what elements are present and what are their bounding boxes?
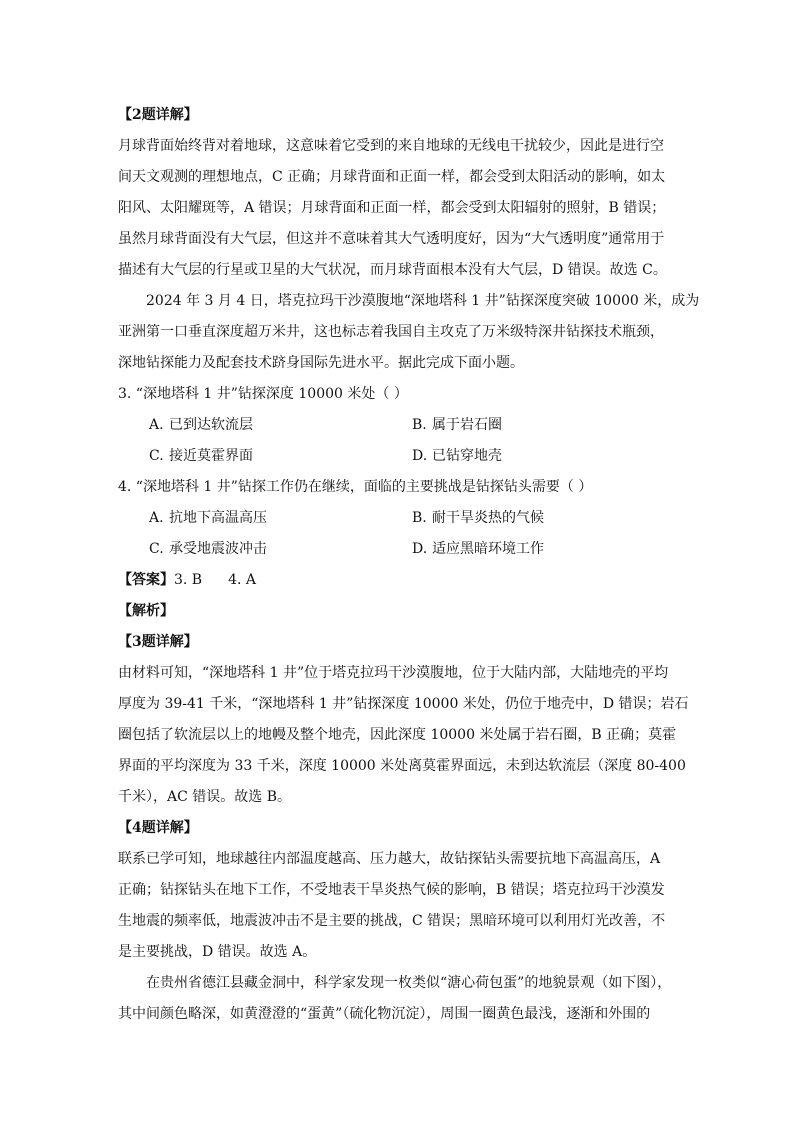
question-4-option-b: B. 耐干旱炎热的气候 bbox=[412, 510, 544, 526]
answer-label: 【答案】 bbox=[118, 572, 174, 588]
question-3-option-c: C. 接近莫霍界面 bbox=[149, 448, 253, 464]
q3-detail-line: 圈包括了软流层以上的地幔及整个地壳，因此深度 10000 米处属于岩石圈，B 正确；莫霍 bbox=[118, 727, 677, 743]
question-4-option-c: C. 承受地震波冲击 bbox=[149, 541, 267, 557]
material-paragraph-line: 亚洲第一口垂直深度超万米井，这也标志着我国自主攻克了万米级特深井钻探技术瓶颈， bbox=[118, 324, 664, 340]
answer-line bbox=[118, 565, 678, 596]
q2-detail-line: 阳风、太阳耀斑等，A 错误；月球背面和正面一样，都会受到太阳辐射的照射，B 错误； bbox=[118, 200, 666, 216]
q2-detail-line: 描述有大气层的行星或卫星的大气状况，而月球背面根本没有大气层，D 错误。故选 C。 bbox=[118, 262, 667, 278]
question-4-options-row-2 bbox=[118, 534, 678, 565]
next-material-line: 在贵州省德江县藏金洞中，科学家发现一枚类似“溏心荷包蛋”的地貌景观（如下图）， bbox=[146, 975, 672, 991]
analysis-label: 【解析】 bbox=[118, 603, 174, 619]
question-3-option-d: D. 已钻穿地壳 bbox=[412, 448, 502, 464]
next-material-line: 其中间颜色略深，如黄澄澄的“蛋黄”（硫化物沉淀），周围一圈黄色最浅，逐渐和外围的 bbox=[118, 1006, 651, 1022]
question-3-option-a: A. 已到达软流层 bbox=[149, 417, 253, 433]
q2-detail-line: 虽然月球背面没有大气层，但这并不意味着其大气透明度好，因为“大气透明度”通常用于 bbox=[118, 231, 665, 247]
q2-detail-heading: 【2题详解】 bbox=[118, 107, 198, 123]
q2-detail-line: 月球背面始终背对着地球，这意味着它受到的来自地球的无线电干扰较少，因此是进行空 bbox=[118, 138, 664, 154]
question-3-stem: 3. “深地塔科 1 井”钻探深度 10000 米处（ ） bbox=[118, 386, 408, 402]
material-paragraph-line: 深地钻探能力及配套技术跻身国际先进水平。据此完成下面小题。 bbox=[118, 355, 524, 371]
q3-detail-line: 厚度为 39-41 千米，“深地塔科 1 井”钻探深度 10000 米处，仍位于地壳中，D 错误；岩石 bbox=[118, 696, 689, 712]
q2-detail-line: 间天文观测的理想地点，C 正确；月球背面和正面一样，都会受到太阳活动的影响，如太 bbox=[118, 169, 666, 185]
question-4-option-d: D. 适应黑暗环境工作 bbox=[412, 541, 544, 557]
q4-detail-line: 正确；钻探钻头在地下工作，不受地表干旱炎热气候的影响，B 错误；塔克拉玛干沙漠发 bbox=[118, 882, 665, 898]
q4-detail-line: 生地震的频率低，地震波冲击不是主要的挑战，C 错误；黑暗环境可以利用灯光改善，不 bbox=[118, 913, 666, 929]
material-paragraph-line: 2024 年 3 月 4 日，塔克拉玛干沙漠腹地“深地塔科 1 井”钻探深度突破 10000 米，成为 bbox=[146, 293, 700, 309]
question-3-options-row-2 bbox=[118, 441, 678, 472]
question-4-stem: 4. “深地塔科 1 井”钻探工作仍在继续，面临的主要挑战是钻探钻头需要（ ） bbox=[118, 479, 593, 495]
answer-q3: 3. B bbox=[174, 572, 203, 588]
question-3-options-row-1 bbox=[118, 410, 678, 441]
answer-q4: 4. A bbox=[228, 572, 257, 588]
q4-detail-line: 联系已学可知，地球越往内部温度越高、压力越大，故钻探钻头需要抗地下高温高压，A bbox=[118, 851, 661, 867]
question-4-option-a: A. 抗地下高温高压 bbox=[149, 510, 267, 526]
q3-detail-line: 界面的平均深度为 33 千米，深度 10000 米处离莫霍界面远，未到达软流层（深度 80-400 bbox=[118, 758, 686, 774]
q3-detail-heading: 【3题详解】 bbox=[118, 634, 198, 650]
q3-detail-line: 由材料可知，“深地塔科 1 井”位于塔克拉玛干沙漠腹地，位于大陆内部，大陆地壳的平均 bbox=[118, 665, 669, 681]
question-4-options-row-1 bbox=[118, 503, 678, 534]
question-3-option-b: B. 属于岩石圈 bbox=[412, 417, 502, 433]
q4-detail-heading: 【4题详解】 bbox=[118, 820, 198, 836]
document-page bbox=[118, 100, 700, 1030]
q4-detail-line: 是主要挑战，D 错误。故选 A。 bbox=[118, 944, 317, 960]
q3-detail-line: 千米），AC 错误。故选 B。 bbox=[118, 789, 292, 805]
